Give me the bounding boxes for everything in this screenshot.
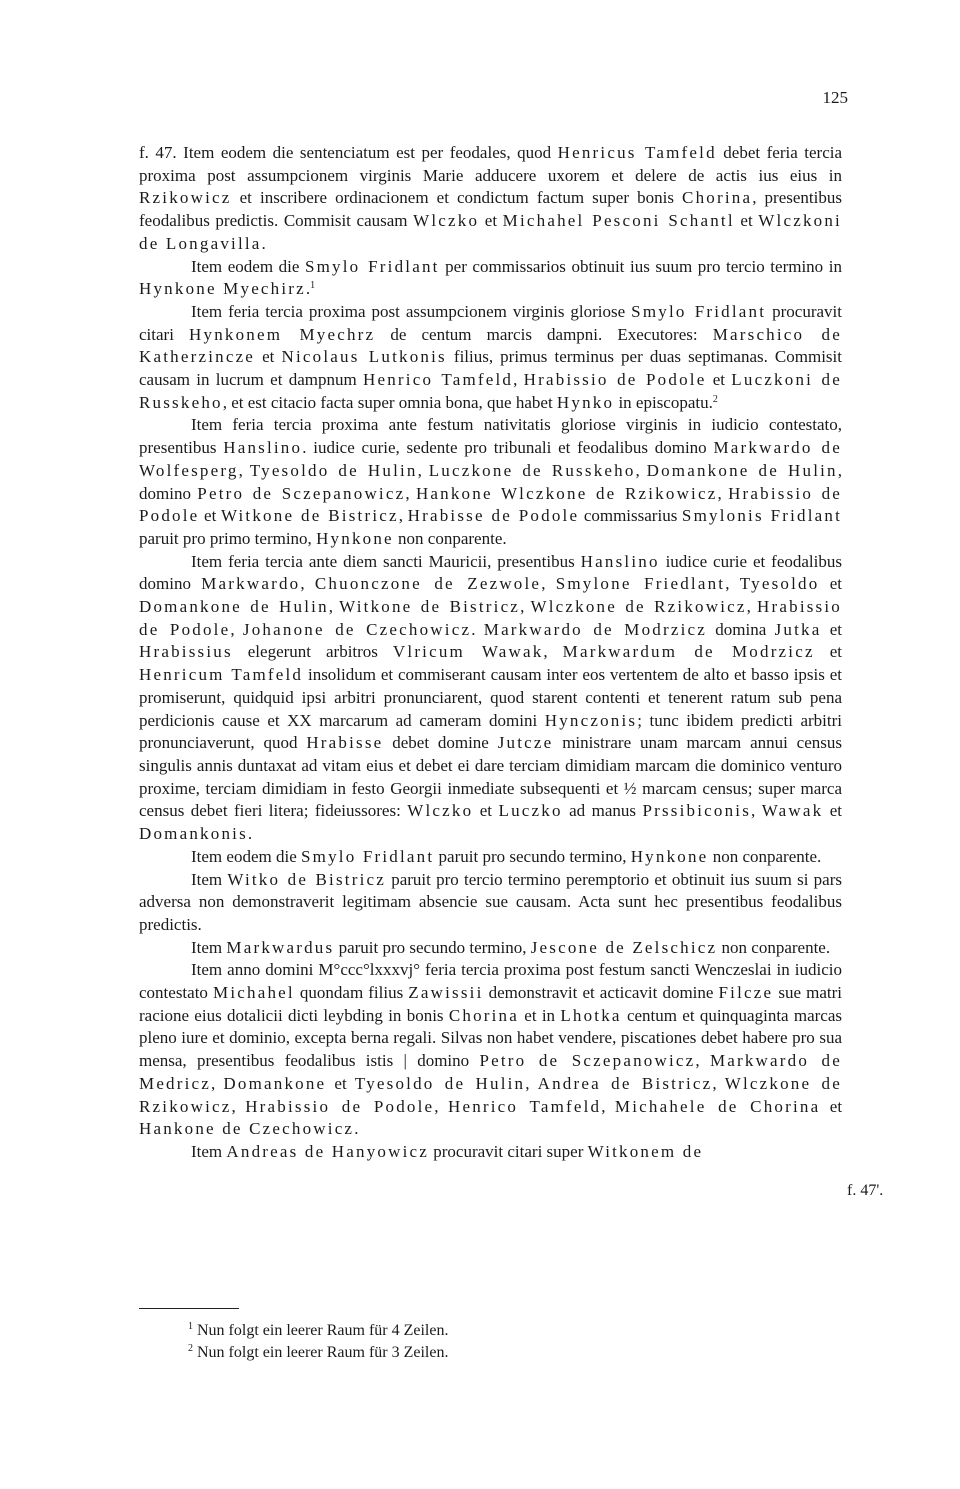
person-name: Wlczko <box>413 211 480 231</box>
person-name: Witkonem de <box>587 1141 704 1161</box>
text-run: , <box>520 597 531 617</box>
person-name: Marschico de Katherzincze <box>139 324 842 367</box>
text-run: , <box>417 460 429 480</box>
folio-reference: f. 47. <box>139 143 177 162</box>
text-run: filius, primus terminus per duas septimanas. Commisit causam in lucrum et dampnum <box>139 347 842 390</box>
text-run: Item eodem die <box>191 846 301 866</box>
text-run: et inscribere ordinacionem et condictum factum super bonis <box>231 188 683 208</box>
text-run: , <box>513 370 524 390</box>
person-name: Domankonis <box>139 824 248 844</box>
person-name: Hynkonem Myechrz <box>189 324 376 344</box>
text-run: paruit pro secundo termino, <box>434 846 631 866</box>
text-run: Item feria tercia proxima ante festum nativitatis gloriose virginis in iudicio contestato, presentibus <box>139 415 842 458</box>
text-run: et <box>473 801 499 821</box>
text-run: et <box>706 370 732 390</box>
paragraph <box>139 256 842 301</box>
text-run: Item eodem die <box>191 256 305 276</box>
text-run: et <box>820 1096 843 1116</box>
person-name: Wlczkoni de Longavilla <box>139 211 842 253</box>
person-name: Hrabissio de Podole <box>245 1096 435 1116</box>
paragraph <box>139 1141 842 1164</box>
person-name: Hankone de Czechowicz <box>139 1119 355 1139</box>
person-name: Zawissii <box>408 983 484 1003</box>
text-run: , presentibus feodalibus predictis. Commisit causam <box>139 188 842 231</box>
text-run: et <box>326 1073 355 1093</box>
paragraph <box>139 846 842 869</box>
person-name: Hrabissio de Podole <box>139 483 843 526</box>
person-name: Markwardo <box>201 574 301 594</box>
paragraph <box>139 937 842 960</box>
text-run: , <box>695 1051 710 1071</box>
text-run: , <box>751 801 762 821</box>
person-name: Michahel Pesconi Schantl <box>502 211 735 231</box>
person-name: Markwardum de Modrzicz <box>562 642 815 662</box>
paragraph <box>139 142 842 256</box>
person-name: Michahele de Chorina <box>614 1096 821 1116</box>
text-run: iudice curie et feodalibus domino <box>139 551 842 594</box>
person-name: Nicolaus Lutkonis <box>281 347 447 367</box>
text-run: non conparente. <box>717 937 831 957</box>
paragraph <box>139 301 842 415</box>
text-run: , <box>712 1073 725 1093</box>
text-run: , <box>635 460 647 480</box>
text-run: , <box>231 1096 246 1116</box>
text-run: quondam filius <box>294 983 409 1003</box>
text-run: insolidum et commiserant causam inter eos vertentem de alto et basso ipsis et promiserunt, quidquid ipsi arbitri pronunciarent, quod starent contenti et tenerent ratum sub pena perdicionis cause et XX marcarum ad cameram domini <box>139 665 843 730</box>
person-name: Markwardo de Wolfesperg <box>139 438 842 480</box>
text-run: et <box>734 211 759 231</box>
person-name: Hrabissius <box>139 642 233 662</box>
person-name: Hrabissio de Podole <box>139 597 842 639</box>
person-name: Hanslino <box>580 551 660 571</box>
place-name: Rzikowicz <box>139 188 232 208</box>
person-name: Hrabissio de Podole <box>523 370 707 390</box>
person-name: Tyesoldo de Hulin <box>354 1073 526 1093</box>
text-run: non conparente. <box>708 846 822 866</box>
text-run: non conparente. <box>393 528 507 548</box>
person-name: Hrabisse <box>306 733 384 753</box>
text-run: , et est citacio facta super omnia bona, que habet <box>222 392 557 412</box>
person-name: Andrea de Bistricz <box>537 1073 713 1093</box>
text-run: . <box>471 619 484 639</box>
person-name: Petro de Sczepanowicz <box>479 1051 696 1071</box>
text-run: , <box>541 574 556 594</box>
person-name: Tyesoldo <box>739 574 820 594</box>
person-name: Smylo Fridlant <box>304 256 440 276</box>
text-run: in episcopatu. <box>614 392 713 412</box>
text-run: et <box>814 642 842 662</box>
person-name: Smylo Fridlant <box>631 301 767 321</box>
text-run: , <box>300 574 315 594</box>
footnote-ref: 1 <box>310 280 316 292</box>
text-run: , <box>525 1073 538 1093</box>
text-run: centum et quinquaginta marcas pleno iure et dominio, excepta berna regali. Silvas non habet vendere, piscationes debet habere pro sua mensa, presentibus feodalibus istis | domino <box>139 1005 842 1071</box>
person-name: Petro de Sczepanowicz <box>197 483 406 503</box>
person-name: Tyesoldo de Hulin <box>249 460 418 480</box>
footnote-divider <box>139 1308 239 1309</box>
person-name: Hynkone Myechirz <box>139 279 306 299</box>
text-run: Item <box>191 1141 227 1161</box>
text-run: , <box>230 619 243 639</box>
place-name: Lhotka <box>560 1005 622 1025</box>
person-name: Wawak <box>761 801 824 821</box>
text-run: paruit pro secundo termino, <box>334 937 531 957</box>
text-run: Item anno domini M°ccc°lxxxvj° feria tercia proxima post festum sancti Wenczeslai in iudicio contestato <box>139 960 842 1003</box>
person-name: Witko de Bistricz <box>227 869 386 889</box>
person-name: Henricus Tamfeld <box>557 143 717 162</box>
person-name: Domankone de Hulin <box>139 597 329 617</box>
person-name: Smylonis Fridlant <box>681 506 843 526</box>
margin-folio-note: f. 47'. <box>847 1182 884 1199</box>
footnote-ref: 2 <box>712 393 718 405</box>
person-name: Markwardo de Medricz <box>139 1051 842 1093</box>
person-name: Jutcze <box>497 733 554 753</box>
text-run: , <box>601 1096 615 1116</box>
text-run: per commissarios obtinuit ius suum pro tercio termino in <box>439 256 842 276</box>
text-run: elegerunt arbitros <box>232 642 393 662</box>
person-name: Wlczkone de Rzikowicz <box>530 597 747 617</box>
text-run: et <box>199 506 221 526</box>
text-run: Item <box>191 869 228 889</box>
text-run: sue matri racione eius dotalicii dicti leybding in bonis <box>139 983 842 1025</box>
footnote-mark: 2 <box>188 1343 193 1354</box>
text-run: commissarius <box>579 506 682 526</box>
text-run: , domino <box>139 460 842 503</box>
place-name: Chorina <box>682 188 753 208</box>
text-run: de centum marcis dampni. Executores: <box>375 324 713 344</box>
person-name: Luczkoni de Russkeho <box>139 370 843 412</box>
paragraph <box>139 414 842 550</box>
person-name: Hankone Wlczkone de Rzikowicz <box>415 483 718 503</box>
footnote-mark: 1 <box>188 1321 193 1332</box>
footnote-text: Nun folgt ein leerer Raum für 3 Zeilen. <box>197 1344 449 1361</box>
person-name: Domankone <box>223 1073 327 1093</box>
text-run: et <box>255 347 282 367</box>
person-name: Filcze <box>718 983 774 1003</box>
person-name: Witkone de Bistricz <box>220 506 399 526</box>
footnote <box>188 1320 448 1342</box>
text-run: domina <box>707 619 775 639</box>
person-name: Johanone de Czechowicz <box>242 619 472 639</box>
text-run: et <box>819 574 843 594</box>
person-name: Henrico Tamfeld <box>363 370 514 390</box>
place-name: Chorina <box>448 1005 519 1025</box>
person-name: Jutka <box>774 619 822 639</box>
text-run: , <box>717 483 729 503</box>
page-number: 125 <box>822 88 848 107</box>
person-name: Markwardo de Modrzicz <box>483 619 708 639</box>
text-run: . <box>354 1119 359 1139</box>
text-run: demonstravit et acticavit domine <box>483 983 719 1003</box>
text-run: , <box>211 1073 224 1093</box>
text-run: procuravit citari super <box>429 1141 588 1161</box>
text-run: , <box>543 642 563 662</box>
text-run: , <box>746 597 758 617</box>
person-name: Luczkone de Russkeho <box>428 460 636 480</box>
text-run: , <box>405 483 416 503</box>
paragraph <box>139 551 842 846</box>
text-run: , <box>238 460 250 480</box>
person-name: Chuonczone de Zezwole <box>314 574 542 594</box>
person-name: Wlczkone de Rzikowicz <box>139 1073 843 1116</box>
text-run: et <box>821 619 843 639</box>
text-run: , <box>725 574 740 594</box>
text-run: , <box>328 597 340 617</box>
person-name: Smylo Fridlant <box>301 846 435 866</box>
person-name: Hynczonis <box>544 710 638 730</box>
person-name: Henrico Tamfeld <box>447 1096 602 1116</box>
text-run: , <box>398 506 408 526</box>
text-run: paruit pro primo termino, <box>139 528 317 548</box>
person-name: Hynkone <box>316 528 394 548</box>
person-name: Hanslino <box>223 438 303 458</box>
footnotes <box>188 1320 448 1364</box>
person-name: Henricum Tamfeld <box>139 665 304 685</box>
text-run: debet feria tercia proxima post assumpcionem virginis Marie adducere uxorem et delere de actis ius eius in <box>139 143 843 185</box>
person-name: Smylone Friedlant <box>555 574 726 594</box>
text-run: et <box>479 211 503 231</box>
text-run: et <box>823 801 842 821</box>
person-name: Hrabisse de Podole <box>407 506 580 526</box>
person-name: Wlczko <box>407 801 474 821</box>
text-run: Item <box>191 937 227 957</box>
text-run: paruit pro tercio termino peremptorio et obtinuit ius suum si pars adversa non demonstraverit legitimam absencie sue causam. Acta sunt hec presentibus feodalibus predictis. <box>139 869 842 934</box>
person-name: Jescone de Zelschicz <box>530 937 718 957</box>
footnote <box>188 1342 448 1364</box>
text-run: . <box>305 279 311 299</box>
person-name: Michahel <box>213 983 295 1003</box>
paragraph <box>139 869 842 937</box>
text-run: Item feria tercia proxima post assumpcionem virginis gloriose <box>191 301 632 321</box>
text-run: . <box>247 824 253 844</box>
text-run: , <box>434 1096 448 1116</box>
text-run: Item feria tercia ante diem sancti Mauricii, presentibus <box>191 551 581 571</box>
person-name: Hynkone <box>630 846 709 866</box>
person-name: Witkone de Bistricz <box>339 597 521 617</box>
text-run: Item eodem die sentenciatum est per feodales, quod <box>176 143 558 162</box>
paragraph <box>139 959 842 1141</box>
text-run: . <box>261 233 266 253</box>
text-run: et in <box>519 1005 561 1025</box>
text-run: ministrare unam marcam annui census singulis annis duntaxat ad vitam eius et debet ei dare terciam dimidiam marcam die dominico venturo proxime, terciam dimidiam in festo Georgii inmediate subsequenti et ½ marcam census; super marca census debet fieri litera; fideiussores: <box>139 733 843 821</box>
text-run: ; tunc ibidem predicti arbitri pronunciaverunt, quod <box>139 710 842 753</box>
person-name: Andreas de Hanyowicz <box>226 1141 430 1161</box>
person-name: Domankone de Hulin <box>646 460 838 480</box>
person-name: Markwardus <box>226 937 335 957</box>
text-run: ad manus <box>562 801 643 821</box>
person-name: Prssibiconis <box>642 801 752 821</box>
person-name: Hynko <box>556 392 615 412</box>
text-run: procuravit citari <box>139 301 842 344</box>
main-text <box>139 142 842 1164</box>
text-run: . iudice curie, sedente pro tribunali et feodalibus domino <box>302 438 714 458</box>
person-name: Vlricum Wawak <box>392 642 544 662</box>
text-run: debet domine <box>383 733 498 753</box>
person-name: Luczko <box>498 801 563 821</box>
footnote-text: Nun folgt ein leerer Raum für 4 Zeilen. <box>197 1322 449 1339</box>
